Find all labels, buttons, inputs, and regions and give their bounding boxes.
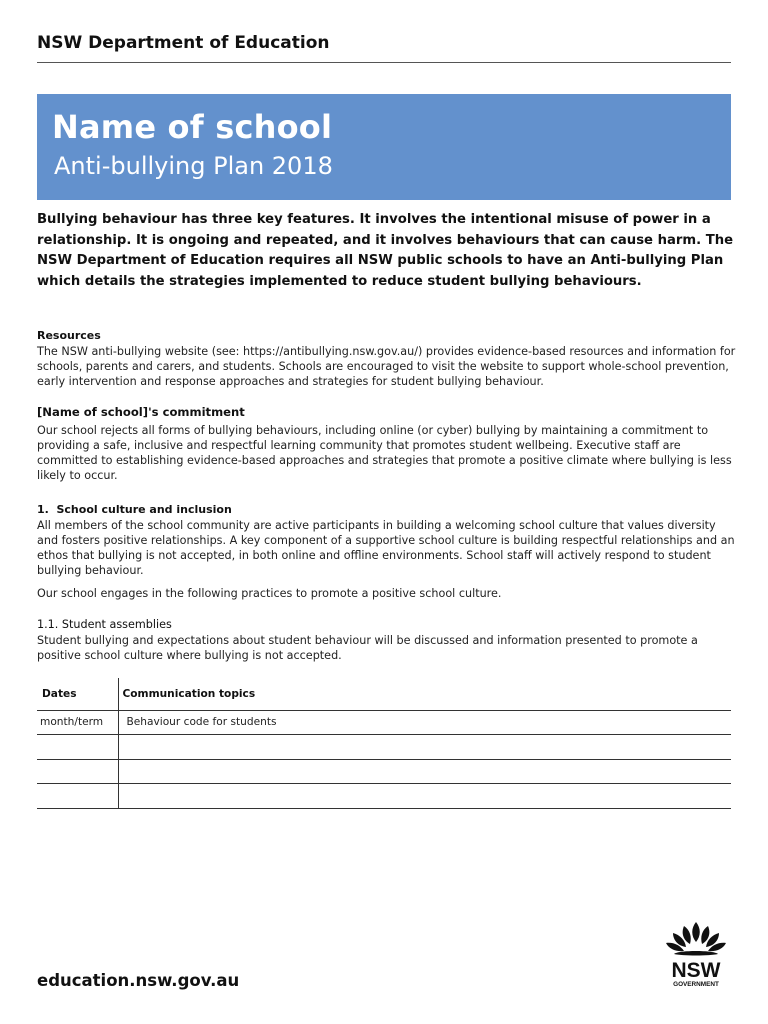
table-cell-topic: [118, 784, 731, 809]
commitment-heading: [Name of school]'s commitment: [37, 405, 245, 419]
intro-paragraph: Bullying behaviour has three key features. It involves the intentional misuse of power in a relationship. It is ongoing and repeated, and it involves behaviours that can cause harm. The NSW Department of Education requires all NSW public schools to have an Anti-bullying Plan which details the strategies implemented to reduce student bullying behaviours.: [37, 212, 734, 289]
resources-heading: Resources: [37, 329, 101, 342]
assemblies-body: Student bullying and expectations about student behaviour will be discussed and information presented to promote a positive school culture where bullying is not accepted.: [37, 634, 698, 662]
assemblies-heading: 1.1. Student assemblies: [37, 618, 172, 631]
table-cell-date: month/term: [37, 710, 118, 735]
table-cell-topic: [118, 735, 731, 760]
column-header-topics: Communication topics: [118, 678, 731, 710]
table-cell-date: [37, 735, 118, 760]
resources-body: The NSW anti-bullying website (see: https://antibullying.nsw.gov.au/) provides evidence-based resources and information for schools, parents and carers, and students. Schools are encouraged to visit the website to support whole-school prevention, early intervention and response approaches and strategies for student bullying behaviour.: [37, 345, 736, 388]
table-cell-date: [37, 759, 118, 784]
culture-practices: Our school engages in the following practices to promote a positive school culture.: [37, 587, 502, 600]
title-banner: [37, 94, 731, 200]
commitment-body: Our school rejects all forms of bullying behaviours, including online (or cyber) bullying by maintaining a commitment to providing a safe, inclusive and respectful learning community that promotes student wellbeing. Executive staff are committed to establishing evidence-based approaches and strategies that promote a positive climate where bullying is less likely to occur.: [37, 424, 732, 482]
table-row: [37, 759, 731, 784]
header-rule: [37, 62, 731, 63]
department-header: NSW Department of Education: [37, 33, 330, 53]
waratah-icon: [660, 918, 732, 990]
nsw-government-logo: [660, 918, 732, 990]
logo-wordmark: NSW: [671, 959, 721, 982]
banner-subtitle: Anti-bullying Plan 2018: [54, 152, 333, 180]
footer-url: education.nsw.gov.au: [37, 971, 240, 990]
table-cell-date: [37, 784, 118, 809]
table-cell-topic: [118, 759, 731, 784]
resources-section: [37, 328, 737, 389]
communication-table: [37, 678, 731, 809]
table-row: [37, 735, 731, 760]
culture-section: [37, 502, 737, 601]
banner-title: Name of school: [52, 108, 333, 146]
table-header-row: [37, 678, 731, 710]
assemblies-section: [37, 617, 737, 663]
column-header-dates: Dates: [37, 678, 118, 710]
logo-subtext: GOVERNMENT: [673, 981, 719, 988]
table-row: [37, 710, 731, 735]
culture-body: All members of the school community are active participants in building a welcoming school culture that values diversity and fosters positive relationships. A key component of a supportive school culture is building respectful relationships and an ethos that bullying is not accepted, in both online and offline environments. School staff will actively respond to student bullying behaviour.: [37, 519, 735, 577]
commitment-section: [37, 405, 737, 483]
table-row: [37, 784, 731, 809]
culture-heading: 1. School culture and inclusion: [37, 503, 232, 516]
table-cell-topic: Behaviour code for students: [118, 710, 731, 735]
